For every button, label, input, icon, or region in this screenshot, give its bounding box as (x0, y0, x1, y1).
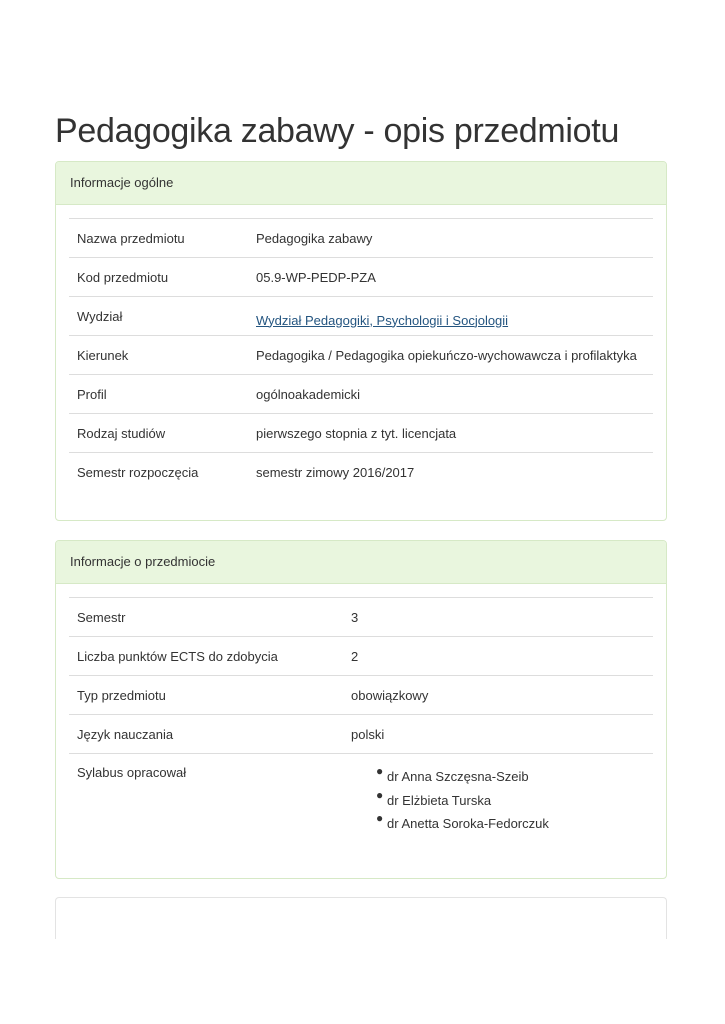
table-row (69, 598, 653, 637)
bullet-icon: ● (376, 811, 384, 825)
row-value: 05.9-WP-PEDP-PZA (248, 258, 653, 297)
author-name: dr Anna Szczęsna-Szeib (387, 769, 529, 784)
general-info-table (69, 218, 653, 491)
row-value (343, 754, 653, 836)
bullet-icon: ● (376, 787, 384, 802)
row-label: Język nauczania (69, 715, 343, 754)
author-name: dr Anetta Soroka-Fedorczuk (387, 816, 549, 831)
row-label: Profil (69, 375, 248, 414)
table-row (69, 219, 653, 258)
row-label: Semestr (69, 598, 343, 637)
row-value: ogólnoakademicki (248, 375, 653, 414)
author-list (351, 765, 645, 836)
author-name: dr Elżbieta Turska (387, 792, 492, 808)
row-label: Sylabus opracował (69, 754, 343, 836)
page-title: Pedagogika zabawy - opis przedmiotu (55, 112, 620, 150)
row-value: 2 (343, 637, 653, 676)
general-info-heading: Informacje ogólne (56, 162, 666, 205)
row-value: polski (343, 715, 653, 754)
row-value: obowiązkowy (343, 676, 653, 715)
course-info-heading: Informacje o przedmiocie (56, 541, 666, 584)
list-item (375, 789, 645, 813)
list-item (375, 765, 645, 789)
row-label: Kod przedmiotu (69, 258, 248, 297)
table-row (69, 715, 653, 754)
table-row (69, 375, 653, 414)
table-row (69, 754, 653, 836)
row-value: pierwszego stopnia z tyt. licencjata (248, 414, 653, 453)
row-value (248, 297, 653, 336)
row-value: 3 (343, 598, 653, 637)
table-row (69, 676, 653, 715)
row-label: Kierunek (69, 336, 248, 375)
list-item (375, 812, 645, 836)
table-row (69, 637, 653, 676)
table-row (69, 453, 653, 492)
faculty-link[interactable]: Wydział Pedagogiki, Psychologii i Socjologii (256, 312, 509, 328)
course-info-table (69, 597, 653, 836)
table-row (69, 297, 653, 336)
next-panel (55, 897, 667, 939)
general-info-panel (55, 161, 667, 521)
course-info-panel (55, 540, 667, 879)
table-row (69, 258, 653, 297)
row-value: Pedagogika zabawy (248, 219, 653, 258)
row-label: Wydział (69, 297, 248, 336)
row-value: Pedagogika / Pedagogika opiekuńczo-wychowawcza i profilaktyka (248, 336, 653, 375)
table-row (69, 336, 653, 375)
table-row (69, 414, 653, 453)
row-value: semestr zimowy 2016/2017 (248, 453, 653, 492)
row-label: Rodzaj studiów (69, 414, 248, 453)
row-label: Liczba punktów ECTS do zdobycia (69, 637, 343, 676)
row-label: Typ przedmiotu (69, 676, 343, 715)
row-label: Nazwa przedmiotu (69, 219, 248, 258)
bullet-icon: ● (376, 764, 384, 778)
row-label: Semestr rozpoczęcia (69, 453, 248, 492)
